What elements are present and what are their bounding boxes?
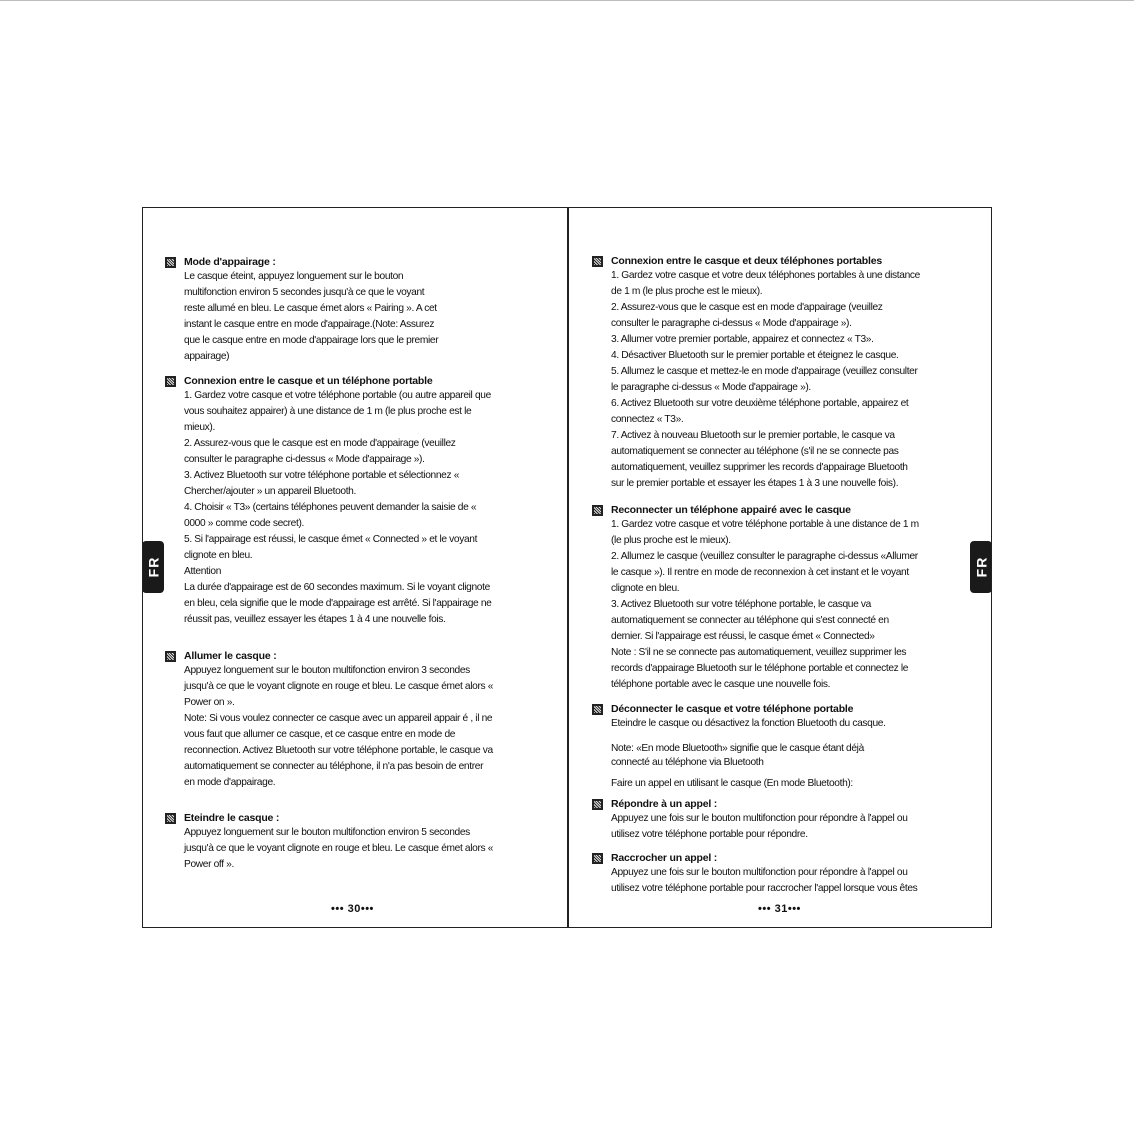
text-line: 0000 » comme code secret).: [184, 518, 305, 529]
text-line: de 1 m (le plus proche est le mieux).: [611, 286, 763, 297]
manual-spread: [142, 207, 992, 928]
section-title: Mode d'appairage :: [184, 256, 276, 268]
text-line: utilisez votre téléphone portable pour raccrocher l'appel lorsque vous êtes: [611, 883, 918, 894]
text-line: clignote en bleu.: [184, 550, 253, 561]
text-line: Attention: [184, 566, 222, 577]
text-line: automatiquement se connecter au téléphone (s'il ne se connecte pas: [611, 446, 899, 457]
section-answer-call: [592, 797, 974, 843]
section-power-on: [165, 649, 547, 791]
text-line: reconnection. Activez Bluetooth sur votre téléphone portable, le casque va: [184, 745, 493, 756]
text-line: consulter le paragraphe ci-dessus « Mode d'appairage »).: [184, 454, 425, 465]
text-line: multifonction environ 5 secondes jusqu'à ce que le voyant: [184, 287, 425, 298]
text-line: appairage): [184, 351, 230, 362]
text-line: mieux).: [184, 422, 215, 433]
section-pairing-mode: [165, 255, 547, 365]
section-two-phones: [592, 254, 974, 492]
page-divider: [567, 208, 569, 927]
text-line: 3. Activez Bluetooth sur votre téléphone portable et sélectionnez «: [184, 470, 460, 481]
text-line: 1. Gardez votre casque et votre téléphone portable (ou autre appareil que: [184, 390, 491, 401]
right-page: [592, 208, 974, 927]
text-line: Appuyez longuement sur le bouton multifonction environ 5 secondes: [184, 827, 470, 838]
text-line: (le plus proche est le mieux).: [611, 535, 731, 546]
section-disconnect: [592, 702, 974, 732]
text-line: 5. Allumez le casque et mettez-le en mode d'appairage (veuillez consulter: [611, 366, 918, 377]
section-bullet-icon: [592, 505, 603, 516]
note-line: connecté au téléphone via Bluetooth: [611, 757, 764, 768]
text-line: 7. Activez à nouveau Bluetooth sur le premier portable, le casque va: [611, 430, 895, 441]
text-line: automatiquement se connecter au téléphone, il n'a pas besoin de entrer: [184, 761, 484, 772]
section-power-off: [165, 811, 547, 873]
section-bullet-icon: [165, 651, 176, 662]
section-title: Reconnecter un téléphone appairé avec le casque: [611, 504, 851, 516]
section-bullet-icon: [592, 853, 603, 864]
section-bullet-icon: [592, 256, 603, 267]
text-line: 3. Activez Bluetooth sur votre téléphone portable, le casque va: [611, 599, 871, 610]
text-line: instant le casque entre en mode d'appairage.(Note: Assurez: [184, 319, 435, 330]
text-line: reste allumé en bleu. Le casque émet alors « Pairing ». A cet: [184, 303, 437, 314]
text-line: 3. Allumer votre premier portable, appairez et connectez « T3».: [611, 334, 874, 345]
text-line: en bleu, cela signifie que le mode d'appairage est arrêté. Si l'appairage ne: [184, 598, 492, 609]
section-title: Déconnecter le casque et votre téléphone portable: [611, 703, 854, 715]
text-line: records d'appairage Bluetooth sur le téléphone portable et connectez le: [611, 663, 909, 674]
text-line: automatiquement se connecter au téléphone qui s'est connecté en: [611, 615, 889, 626]
text-line: 6. Activez Bluetooth sur votre deuxième téléphone portable, appairez et: [611, 398, 909, 409]
text-line: consulter le paragraphe ci-dessus « Mode d'appairage »).: [611, 318, 852, 329]
section-title: Allumer le casque :: [184, 650, 277, 662]
text-line: réussit pas, veuillez essayer les étapes 1 à 4 une nouvelle fois.: [184, 614, 446, 625]
text-line: Appuyez une fois sur le bouton multifonction pour répondre à l'appel ou: [611, 813, 908, 824]
text-line: Appuyez une fois sur le bouton multifonction pour répondre à l'appel ou: [611, 867, 908, 878]
text-line: le paragraphe ci-dessus « Mode d'appairage »).: [611, 382, 811, 393]
call-heading: Faire un appel en utilisant le casque (En mode Bluetooth):: [611, 778, 853, 789]
section-bullet-icon: [592, 799, 603, 810]
text-line: Power off ».: [184, 859, 234, 870]
text-line: connectez « T3».: [611, 414, 684, 425]
page-number: ••• 30•••: [331, 903, 374, 915]
text-line: que le casque entre en mode d'appairage lors que le premier: [184, 335, 439, 346]
text-line: 2. Allumez le casque (veuillez consulter le paragraphe ci-dessus «Allumer: [611, 551, 918, 562]
page-number: ••• 31•••: [758, 903, 801, 915]
text-line: Note : S'il ne se connecte pas automatiquement, veuillez supprimer les: [611, 647, 907, 658]
section-title: Connexion entre le casque et deux téléphones portables: [611, 255, 883, 267]
text-line: jusqu'à ce que le voyant clignote en rouge et bleu. Le casque émet alors «: [184, 681, 494, 692]
bluetooth-note: [592, 742, 974, 792]
text-line: 1. Gardez votre casque et votre téléphone portable à une distance de 1 m: [611, 519, 919, 530]
section-title: Répondre à un appel :: [611, 798, 718, 810]
section-bullet-icon: [165, 813, 176, 824]
section-title: Raccrocher un appel :: [611, 852, 718, 864]
text-line: Eteindre le casque ou désactivez la fonction Bluetooth du casque.: [611, 718, 886, 729]
text-line: automatiquement, veuillez supprimer les records d'appairage Bluetooth: [611, 462, 908, 473]
text-line: Chercher/ajouter » un appareil Bluetooth.: [184, 486, 356, 497]
text-line: le casque »). Il rentre en mode de reconnexion à cet instant et le voyant: [611, 567, 909, 578]
section-bullet-icon: [592, 704, 603, 715]
section-connect-one-phone: [165, 374, 547, 628]
text-line: clignote en bleu.: [611, 583, 680, 594]
text-line: jusqu'à ce que le voyant clignote en rouge et bleu. Le casque émet alors «: [184, 843, 494, 854]
text-line: Appuyez longuement sur le bouton multifonction environ 3 secondes: [184, 665, 470, 676]
section-hang-up: [592, 851, 974, 897]
text-line: 2. Assurez-vous que le casque est en mode d'appairage (veuillez: [611, 302, 883, 313]
text-line: dernier. Si l'appairage est réussi, le casque émet « Connected»: [611, 631, 875, 642]
note-line: Note: «En mode Bluetooth» signifie que le casque étant déjà: [611, 743, 864, 754]
section-bullet-icon: [165, 376, 176, 387]
text-line: 4. Désactiver Bluetooth sur le premier portable et éteignez le casque.: [611, 350, 899, 361]
section-reconnect: [592, 503, 974, 693]
text-line: 4. Choisir « T3» (certains téléphones peuvent demander la saisie de «: [184, 502, 477, 513]
text-line: utilisez votre téléphone portable pour répondre.: [611, 829, 808, 840]
text-line: La durée d'appairage est de 60 secondes maximum. Si le voyant clignote: [184, 582, 490, 593]
language-tab-left: FR: [142, 541, 164, 593]
language-tab-right: FR: [970, 541, 992, 593]
section-title: Eteindre le casque :: [184, 812, 280, 824]
text-line: 1. Gardez votre casque et votre deux téléphones portables à une distance: [611, 270, 920, 281]
text-line: téléphone portable avec le casque une nouvelle fois.: [611, 679, 831, 690]
text-line: 2. Assurez-vous que le casque est en mode d'appairage (veuillez: [184, 438, 456, 449]
text-line: 5. Si l'appairage est réussi, le casque émet « Connected » et le voyant: [184, 534, 478, 545]
text-line: vous souhaitez appairer) à une distance de 1 m (le plus proche est le: [184, 406, 472, 417]
text-line: en mode d'appairage.: [184, 777, 276, 788]
top-rule: [0, 0, 1134, 1]
text-line: Power on ».: [184, 697, 235, 708]
section-bullet-icon: [165, 257, 176, 268]
section-title: Connexion entre le casque et un téléphone portable: [184, 375, 433, 387]
text-line: sur le premier portable et essayer les étapes 1 à 3 une nouvelle fois).: [611, 478, 899, 489]
text-line: Le casque éteint, appuyez longuement sur le bouton: [184, 271, 404, 282]
text-line: Note: Si vous voulez connecter ce casque avec un appareil appair é , il ne: [184, 713, 493, 724]
left-page: [165, 208, 547, 927]
text-line: vous faut que allumer ce casque, et ce casque entre en mode de: [184, 729, 456, 740]
